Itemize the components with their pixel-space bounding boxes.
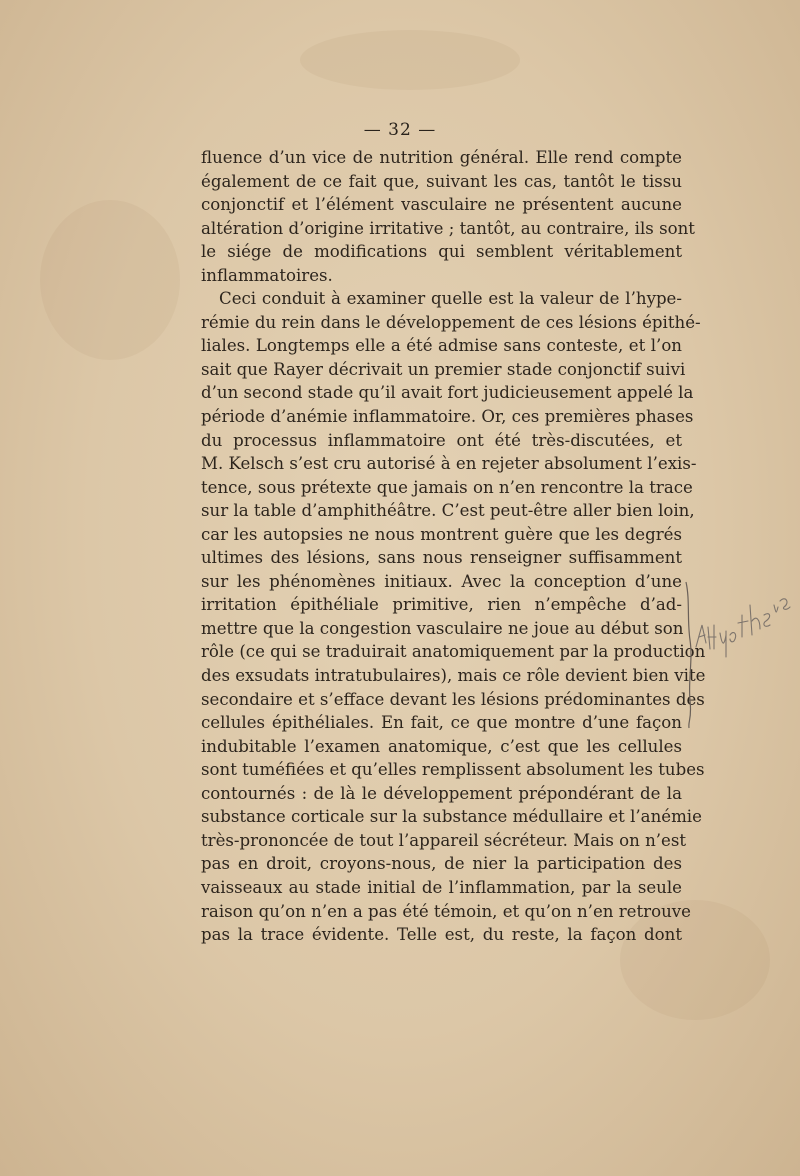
text-line: conjonctif et l’élément vasculaire ne présentent aucune — [201, 195, 682, 215]
text-line: d’un second stade qu’il avait fort judicieusement appelé la — [201, 383, 694, 403]
text-line: du processus inflammatoire ont été très-discutées, et — [201, 430, 682, 450]
text-line: ultimes des lésions, sans nous renseigner suffisamment — [201, 548, 682, 568]
text-line: altération d’origine irritative ; tantôt, au contraire, ils sont — [201, 218, 695, 238]
page-number: — 32 — — [363, 120, 437, 140]
text-line: très-prononcée de tout l’appareil sécréteur. Mais on n’est — [201, 830, 687, 850]
text-line: rôle (ce qui se traduirait anatomiquement par la production — [201, 642, 706, 662]
body-text — [201, 146, 706, 947]
paragraph-1 — [201, 146, 695, 287]
text-line: M. Kelsch s’est cru autorisé à en rejeter absolument l’exis- — [201, 454, 697, 474]
text-line: indubitable l’examen anatomique, c’est que les cellules — [201, 736, 682, 756]
text-line: mettre que la congestion vasculaire ne joue au début son — [201, 618, 684, 638]
paper-stain — [300, 30, 520, 90]
text-line: irritation épithéliale primitive, rien n’empêche d’ad- — [201, 595, 682, 615]
paper-stain — [40, 200, 180, 360]
text-line: période d’anémie inflammatoire. Or, ces premières phases — [201, 407, 694, 427]
text-line: liales. Longtemps elle a été admise sans conteste, et l’on — [201, 336, 682, 356]
text-line: pas en droit, croyons-nous, de nier la participation des — [201, 854, 682, 874]
text-line: sait que Rayer décrivait un premier stade conjonctif suivi — [201, 359, 686, 379]
paragraph-2 — [201, 287, 706, 946]
text-line: inflammatoires. — [201, 265, 333, 285]
text-line: tence, sous prétexte que jamais on n’en rencontre la trace — [201, 477, 693, 497]
text-line: également de ce fait que, suivant les cas, tantôt le tissu — [201, 171, 682, 191]
text-line: fluence d’un vice de nutrition général. Elle rend compte — [201, 148, 682, 167]
text-line: contournés : de là le développement prépondérant de la — [201, 783, 682, 803]
text-line: pas la trace évidente. Telle est, du reste, la façon dont — [201, 925, 682, 945]
text-line: raison qu’on n’en a pas été témoin, et qu’on n’en retrouve — [201, 901, 691, 921]
text-line: rémie du rein dans le développement de ces lésions épithé- — [201, 312, 701, 332]
text-line: substance corticale sur la substance médullaire et l’anémie — [201, 807, 702, 827]
text-line: car les autopsies ne nous montrent guère que les degrés — [201, 524, 682, 544]
text-line: secondaire et s’efface devant les lésions prédominantes des — [201, 689, 705, 709]
text-line: sont tuméfiées et qu’elles remplissent absolument les tubes — [201, 760, 705, 780]
text-line: vaisseaux au stade initial de l’inflammation, par la seule — [201, 877, 682, 897]
text-line: sur les phénomènes initiaux. Avec la conception d’une — [201, 571, 682, 591]
handwritten-margin-note — [690, 585, 800, 665]
text-line: cellules épithéliales. En fait, ce que montre d’une façon — [201, 713, 682, 733]
text-line: sur la table d’amphithéâtre. C’est peut-être aller bien loin, — [201, 501, 695, 521]
text-line: le siége de modifications qui semblent véritablement — [201, 242, 682, 262]
text-line: Ceci conduit à examiner quelle est la valeur de l’hype- — [219, 289, 682, 309]
text-line: des exsudats intratubulaires), mais ce rôle devient bien vite — [201, 666, 706, 686]
